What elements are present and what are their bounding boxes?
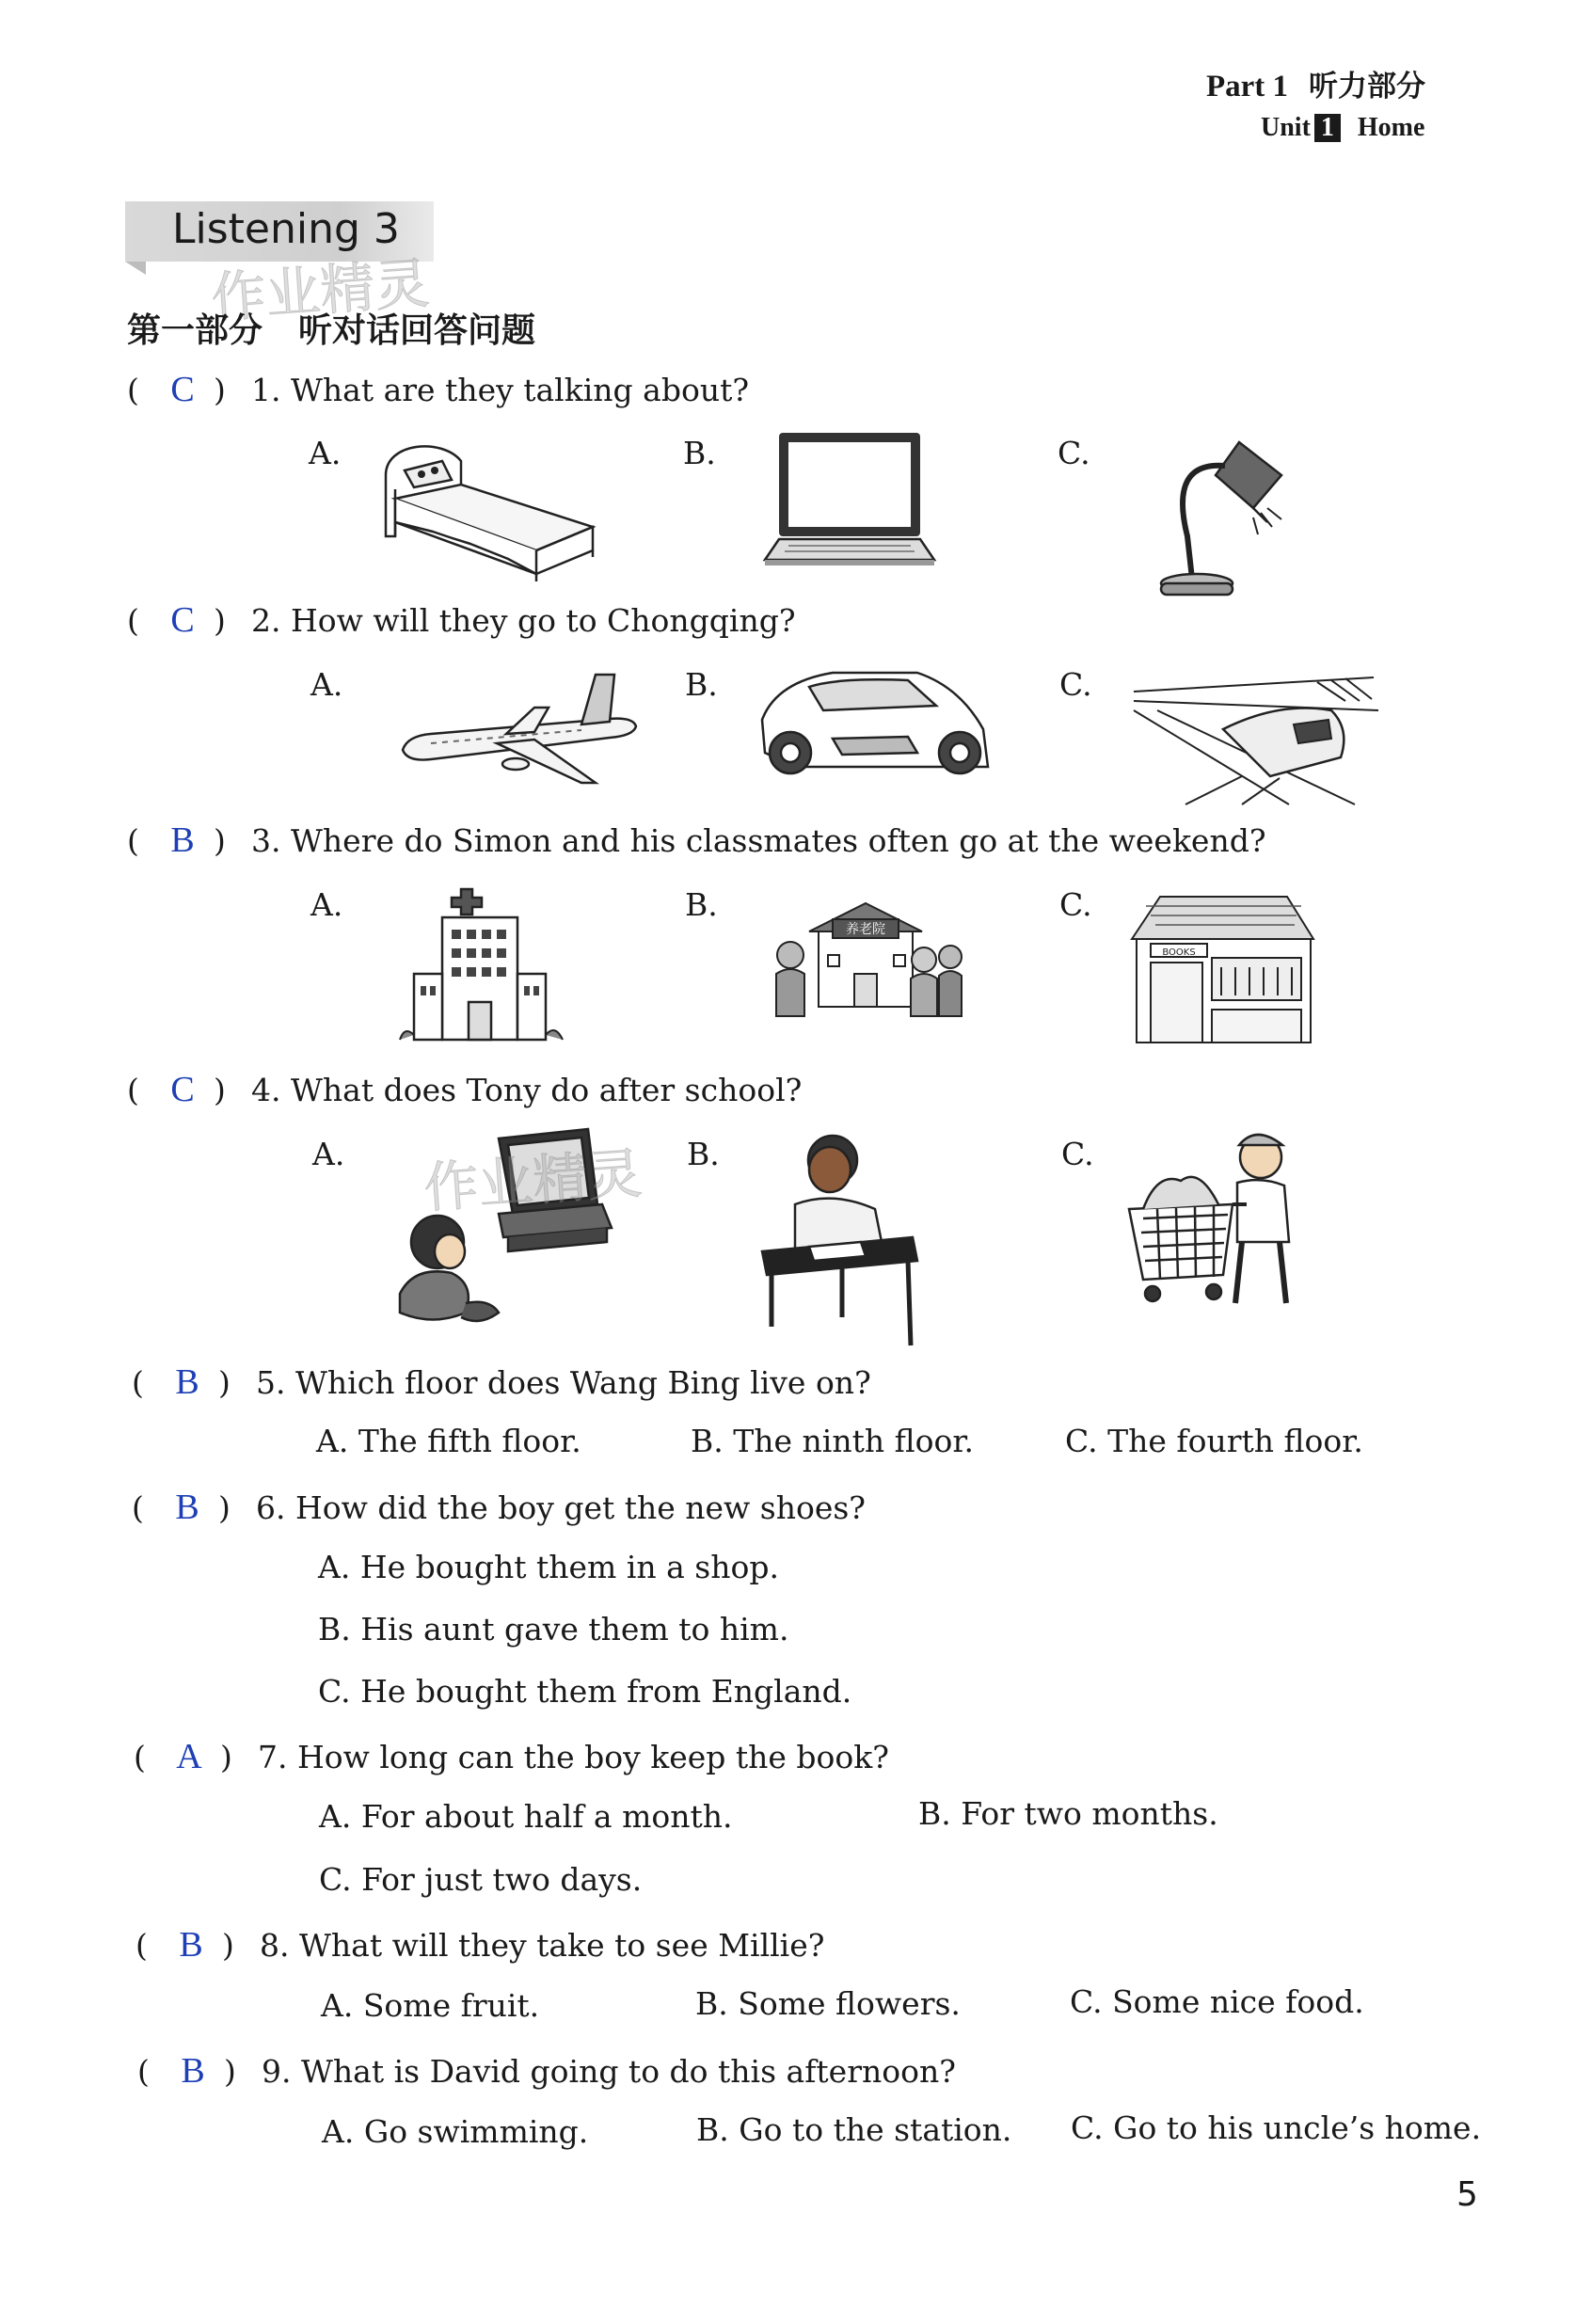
option-6c xyxy=(318,1673,851,1710)
option-text: Go to his uncle’s home. xyxy=(1113,2109,1482,2146)
option-label: A. xyxy=(322,2113,355,2150)
option-text: The fifth floor. xyxy=(358,1423,581,1459)
header-unit-name: Home xyxy=(1357,113,1425,142)
page-number: 5 xyxy=(1456,2175,1478,2214)
option-text: For about half a month. xyxy=(360,1798,733,1835)
header-unit xyxy=(1261,113,1424,143)
option-label: A. xyxy=(316,1423,349,1459)
option-text: He bought them from England. xyxy=(360,1673,852,1710)
question-5: ( B ) 5. Which floor does Wang Bing live on? xyxy=(132,1362,871,1402)
answer-8: B xyxy=(179,1925,203,1965)
banner-tail xyxy=(125,262,146,275)
answer-1: C xyxy=(170,370,195,409)
option-8c xyxy=(1070,1983,1364,2020)
section-title-part: 第一部分 xyxy=(127,311,263,350)
option-label: A. xyxy=(310,666,343,703)
option-label: C. xyxy=(318,1673,351,1710)
question-text: Which floor does Wang Bing live on? xyxy=(295,1364,871,1401)
question-number: 7. xyxy=(258,1739,288,1775)
desk-lamp-icon xyxy=(1150,433,1291,602)
train-icon xyxy=(1129,673,1383,809)
question-number: 5. xyxy=(256,1364,286,1401)
option-text: Go to the station. xyxy=(739,2111,1012,2148)
question-6: ( B ) 6. How did the boy get the new shoes? xyxy=(132,1488,867,1527)
question-text: How long can the boy keep the book? xyxy=(297,1739,889,1775)
option-7c xyxy=(319,1861,642,1898)
option-label: B. xyxy=(695,1985,728,2022)
option-7b xyxy=(918,1795,1218,1832)
answer-6: B xyxy=(175,1488,199,1527)
option-6a xyxy=(318,1549,779,1585)
option-5b xyxy=(691,1423,974,1459)
option-label: C. xyxy=(1059,666,1092,703)
question-number: 3. xyxy=(251,822,281,859)
question-4: ( C ) 4. What does Tony do after school? xyxy=(127,1070,803,1109)
option-label: C. xyxy=(1070,1983,1103,2020)
option-6b xyxy=(318,1611,788,1647)
answer-9: B xyxy=(181,2051,205,2091)
option-label: A. xyxy=(321,1987,354,2024)
option-label: C. xyxy=(1059,886,1092,923)
question-text: How will they go to Chongqing? xyxy=(291,602,796,639)
bookshop-icon xyxy=(1127,892,1315,1047)
question-7: ( A ) 7. How long can the boy keep the book? xyxy=(134,1737,889,1776)
option-label: C. xyxy=(1065,1423,1098,1459)
option-5c xyxy=(1065,1423,1363,1459)
hospital-icon xyxy=(395,884,565,1044)
sports-car-icon xyxy=(757,663,993,795)
option-label: C. xyxy=(1058,435,1090,471)
sign-text: 养老院 xyxy=(846,922,885,937)
option-text: His aunt gave them to him. xyxy=(360,1611,789,1647)
laptop-icon xyxy=(751,428,939,579)
question-number: 8. xyxy=(260,1927,290,1964)
question-number: 2. xyxy=(251,602,281,639)
option-label: A. xyxy=(318,1549,351,1585)
option-label: B. xyxy=(318,1611,351,1647)
question-text: What will they take to see Millie? xyxy=(299,1927,825,1964)
option-text: Some nice food. xyxy=(1112,1983,1364,2020)
section-banner-title: Listening 3 xyxy=(172,205,400,253)
header-unit-word: Unit xyxy=(1261,113,1311,142)
option-text: Some flowers. xyxy=(738,1985,961,2022)
question-2: ( C ) 2. How will they go to Chongqing? xyxy=(127,600,796,640)
answer-2: C xyxy=(170,600,195,640)
watermark: 作业精灵 xyxy=(209,250,432,330)
option-label: C. xyxy=(1071,2109,1104,2146)
header-part-label: Part 1 xyxy=(1206,70,1289,103)
option-label: C. xyxy=(1061,1136,1094,1172)
option-label: B. xyxy=(696,2111,729,2148)
bed-icon xyxy=(376,433,602,583)
question-text: How did the boy get the new shoes? xyxy=(295,1489,867,1526)
option-9b xyxy=(696,2111,1011,2148)
option-text: The ninth floor. xyxy=(733,1423,974,1459)
option-label: B. xyxy=(685,666,718,703)
question-9: ( B ) 9. What is David going to do this afternoon? xyxy=(137,2051,956,2091)
watermark: 作业精灵 xyxy=(422,1140,644,1220)
option-label: A. xyxy=(309,435,342,471)
question-number: 9. xyxy=(262,2053,292,2090)
question-number: 4. xyxy=(251,1072,281,1108)
option-8a xyxy=(321,1987,539,2024)
option-text: For just two days. xyxy=(361,1861,643,1898)
question-3: ( B ) 3. Where do Simon and his classmates often go at the weekend? xyxy=(127,820,1266,860)
option-text: The fourth floor. xyxy=(1107,1423,1363,1459)
option-8b xyxy=(695,1985,961,2022)
question-8: ( B ) 8. What will they take to see Millie? xyxy=(135,1925,825,1965)
option-label: A. xyxy=(310,886,343,923)
header-part-chinese: 听力部分 xyxy=(1309,70,1426,103)
option-label: B. xyxy=(918,1795,951,1832)
doing-homework-icon xyxy=(753,1124,922,1350)
question-text: What are they talking about? xyxy=(291,372,750,408)
option-label: B. xyxy=(687,1136,720,1172)
unit-number-badge: 1 xyxy=(1314,114,1341,142)
answer-7: A xyxy=(176,1737,202,1776)
option-9c xyxy=(1071,2109,1481,2146)
option-text: Go swimming. xyxy=(363,2113,589,2150)
question-1: ( C ) 1. What are they talking about? xyxy=(127,370,750,409)
old-peoples-home-icon xyxy=(762,899,969,1040)
option-label: B. xyxy=(691,1423,724,1459)
section-title xyxy=(127,304,535,352)
header-part xyxy=(1206,62,1425,104)
option-7a xyxy=(319,1798,733,1835)
option-label: A. xyxy=(312,1136,345,1172)
question-text: What is David going to do this afternoon? xyxy=(301,2053,956,2090)
option-text: For two months. xyxy=(961,1795,1218,1832)
option-label: B. xyxy=(685,886,718,923)
question-text: Where do Simon and his classmates often go at the weekend? xyxy=(291,822,1266,859)
option-label: B. xyxy=(683,435,716,471)
answer-4: C xyxy=(170,1070,195,1109)
option-9a xyxy=(322,2113,588,2150)
answer-3: B xyxy=(170,820,195,860)
option-text: He bought them in a shop. xyxy=(359,1549,779,1585)
airplane-icon xyxy=(393,670,657,792)
question-number: 1. xyxy=(251,372,281,408)
option-label: C. xyxy=(319,1861,352,1898)
sign-text: BOOKS xyxy=(1162,947,1196,958)
option-label: A. xyxy=(319,1798,352,1835)
section-title-instruction: 听对话回答问题 xyxy=(298,311,536,350)
option-5a xyxy=(316,1423,581,1459)
option-text: Some fruit. xyxy=(362,1987,540,2024)
shopping-cart-icon xyxy=(1124,1124,1313,1313)
question-number: 6. xyxy=(256,1489,286,1526)
answer-5: B xyxy=(175,1362,199,1402)
question-text: What does Tony do after school? xyxy=(291,1072,803,1108)
